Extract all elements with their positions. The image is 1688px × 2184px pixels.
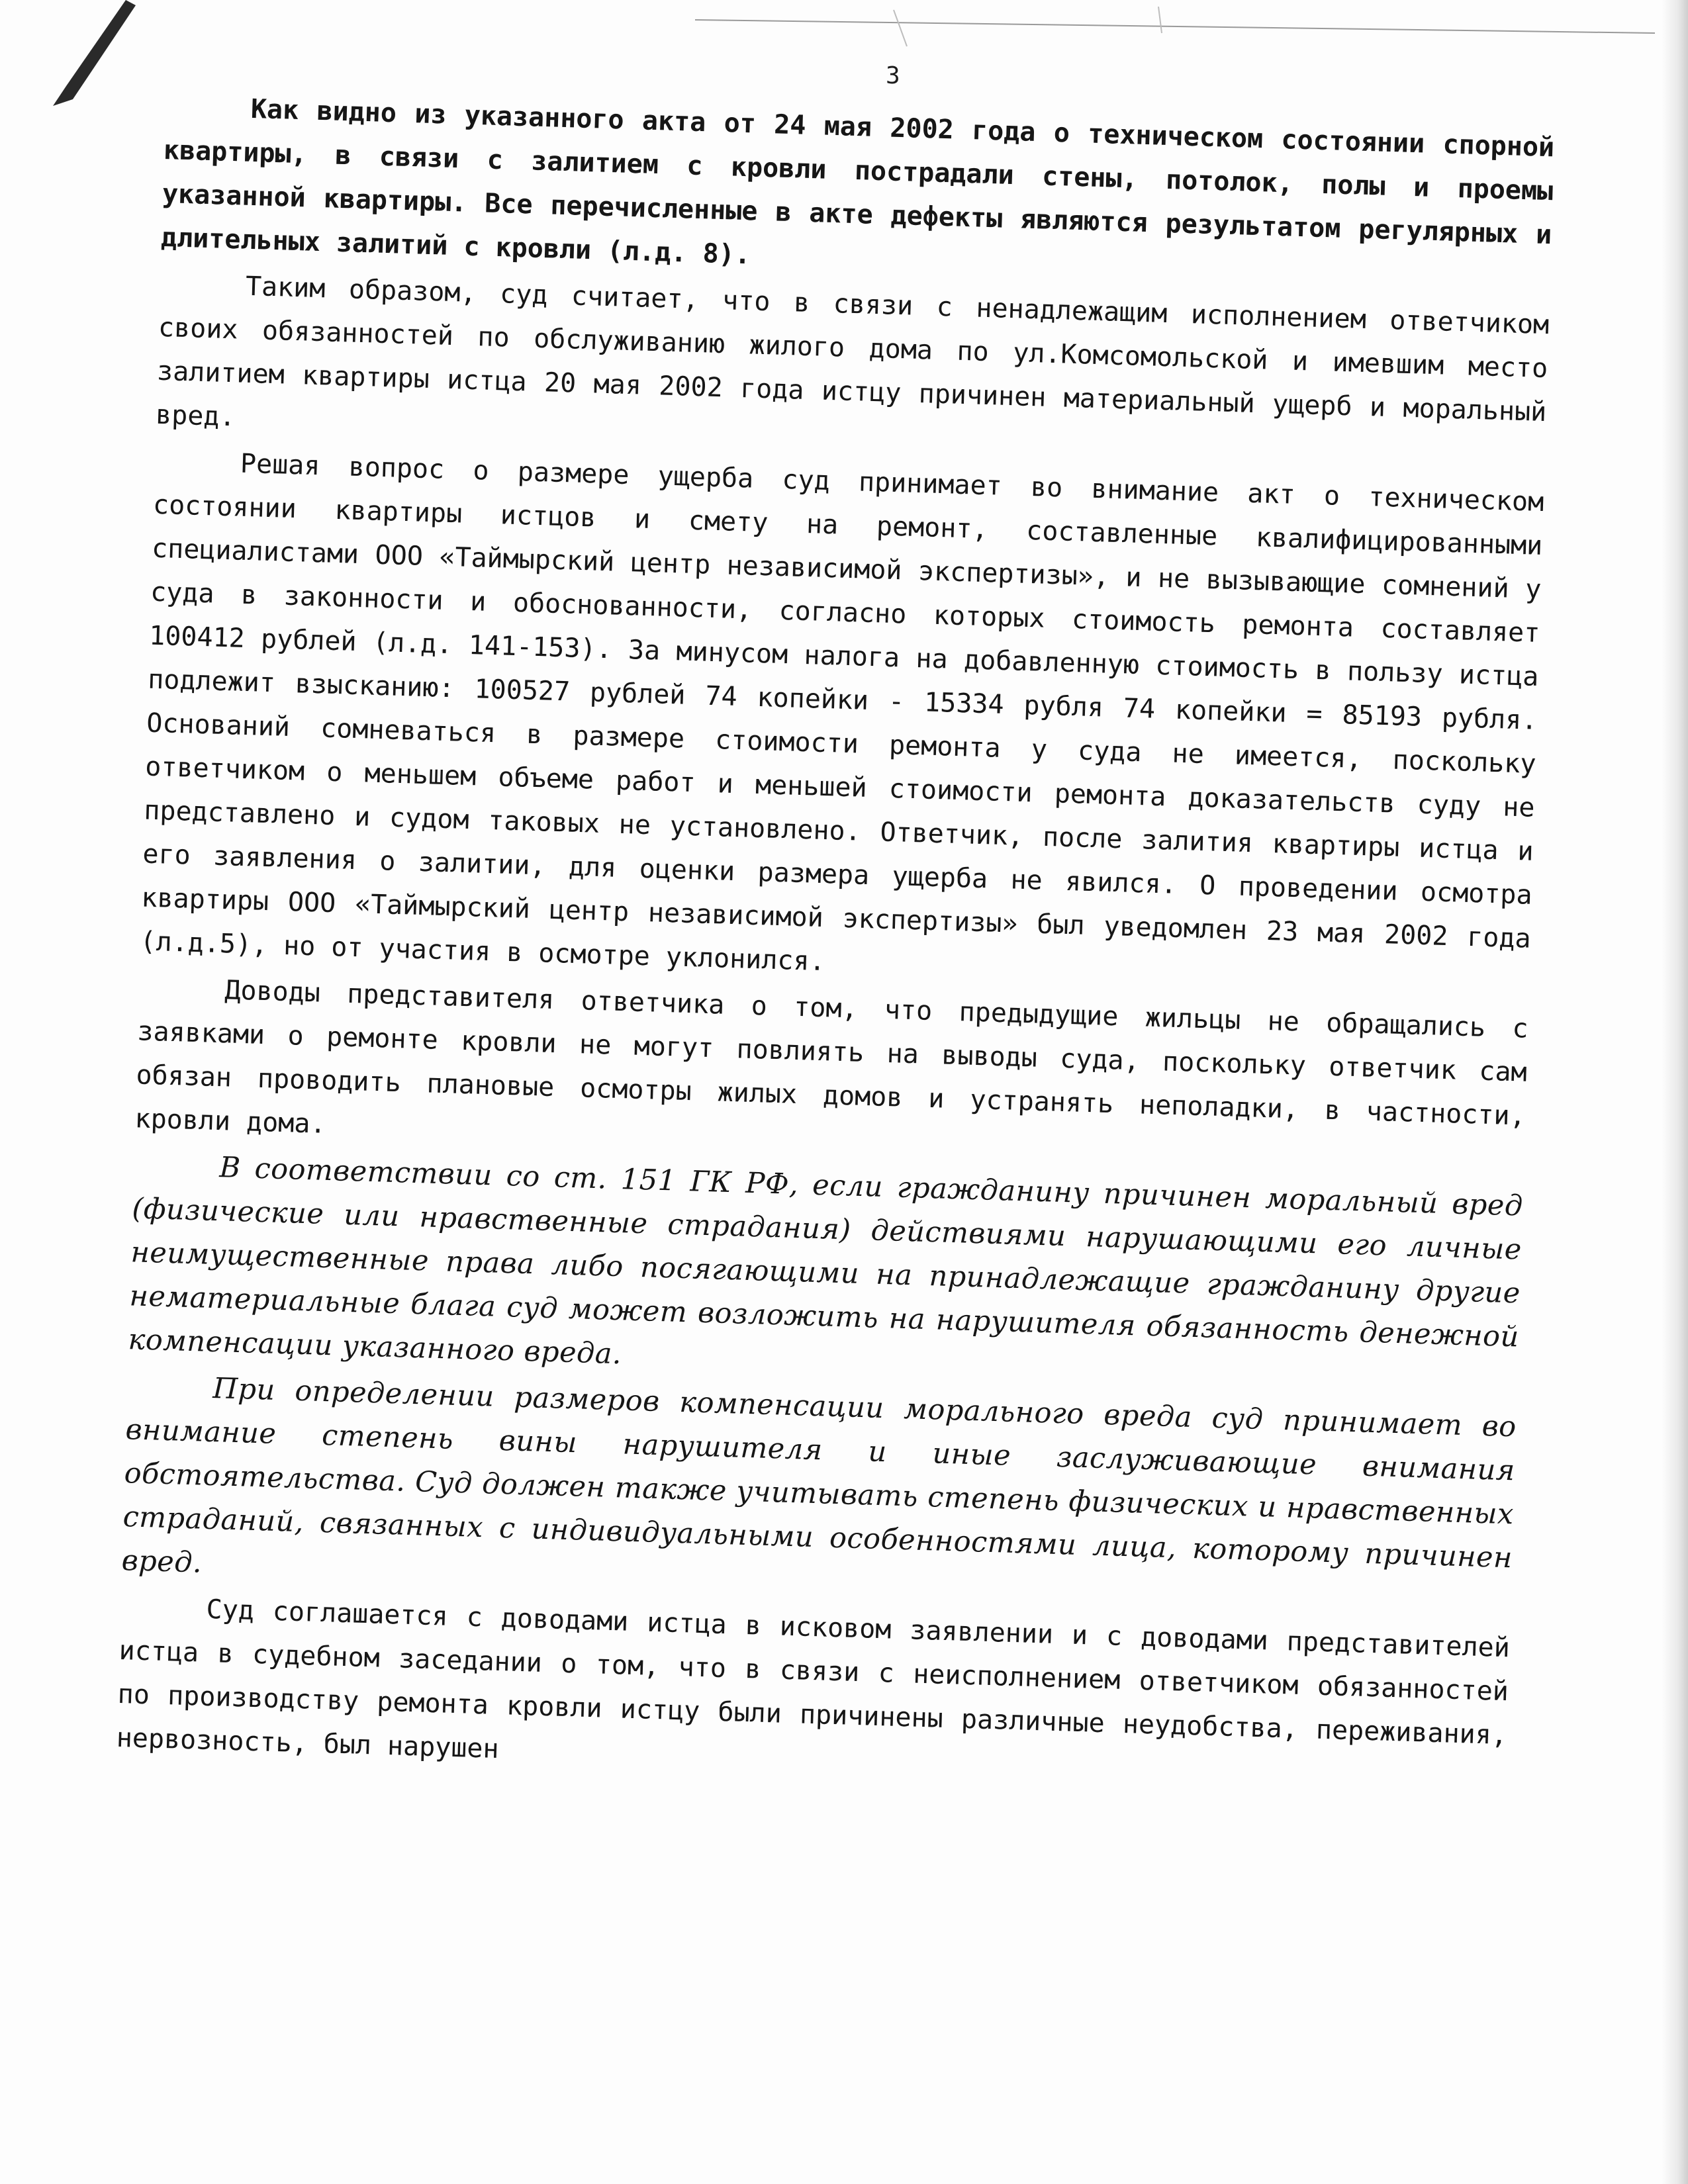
- scan-corner-mark: [46, 0, 146, 106]
- document-body: [116, 85, 1555, 1801]
- paragraph-defendant-arguments: Доводы представителя ответчика о том, что предыдущие жильцы не обращались с заявками о ремонте кровли не могут повлиять на выводы суда, поскольку ответчик сам обязан проводить плановые осмотры жилых домов и устранять неполадки, в частности, кровли дома.: [134, 975, 1529, 1140]
- scan-top-artefact: [695, 7, 1655, 53]
- paragraph-act-findings: Как видно из указанного акта от 24 мая 2002 года о техническом состоянии спорной квартиры, в связи с залитием с кровли пострадали стены, потолок, полы и проемы указанной квартиры. Все перечисленные в акте дефекты являются результатом регулярных и длительных залитий с кровли (л.д. 8).: [160, 93, 1555, 271]
- paragraph-article-151: В соответствии со ст. 151 ГК РФ, если гражданину причинен моральный вред (физические или нравственные страдания) действиями нарушающими его личные неимущественные права либо посягающими на принадлежащие гражданину другие нематериальные блага суд может возложить на нарушителя обязанность денежной компенсации указанного вреда.: [127, 1151, 1524, 1371]
- paragraph-compensation-rules: При определении размеров компенсации морального вреда суд принимает во внимание степень вины нарушителя и иные заслуживающие внимания обстоятельства. Суд должен также учитывать степень физических и нравственных страданий, связанных с индивидуальными особенностями лица, которому причинен вред.: [121, 1372, 1517, 1580]
- scan-edge-shadow: [1662, 0, 1688, 2184]
- paragraph-court-agrees: Суд соглашается с доводами истца в исковом заявлении и с доводами представителей истца в судебном заседании о том, что в связи с неисполнением ответчиком обязанностей по производству ремонта кровли истцу были причинены различные неудобства, переживания, нервозность, был нарушен: [116, 1594, 1511, 1765]
- page-number: 3: [886, 62, 900, 89]
- paragraph-damage-amount: Решая вопрос о размере ущерба суд принимает во внимание акт о техническом состоянии квартиры истцов и смету на ремонт, составленные квалифицированными специалистами ООО «Таймырский центр независимой экспертизы», и не вызывающие сомнений у суда в законности и обоснованности, согласно которых стоимость ремонта составляет 100412 рублей (л.д. 141-153). За минусом налога на добавленную стоимость в пользу истца подлежит взысканию: 100527 рублей 74 копейки - 15334 рубля 74 копейки = 85193 рубля. Оснований сомневаться в размере стоимости ремонта у суда не имеется, поскольку ответчиком о меньшем объеме работ и меньшей стоимости ремонта доказательств суду не представлено и судом таковых не установлено. Ответчик, после залития квартиры истца и его заявления о залитии, для оценки размера ущерба не явился. О проведении осмотра квартиры ООО «Таймырский центр независимой экспертизы» был уведомлен 23 мая 2002 года (л.д.5), но от участия в осмотре уклонился.: [139, 448, 1544, 978]
- paragraph-court-conclusion: Таким образом, суд считает, что в связи с ненадлежащим исполнением ответчиком своих обязанностей по обслуживанию жилого дома по ул.Комсомольской и имевшим место залитием квартиры истца 20 мая 2002 года истцу причинен материальный ущерб и моральный вред.: [155, 271, 1550, 433]
